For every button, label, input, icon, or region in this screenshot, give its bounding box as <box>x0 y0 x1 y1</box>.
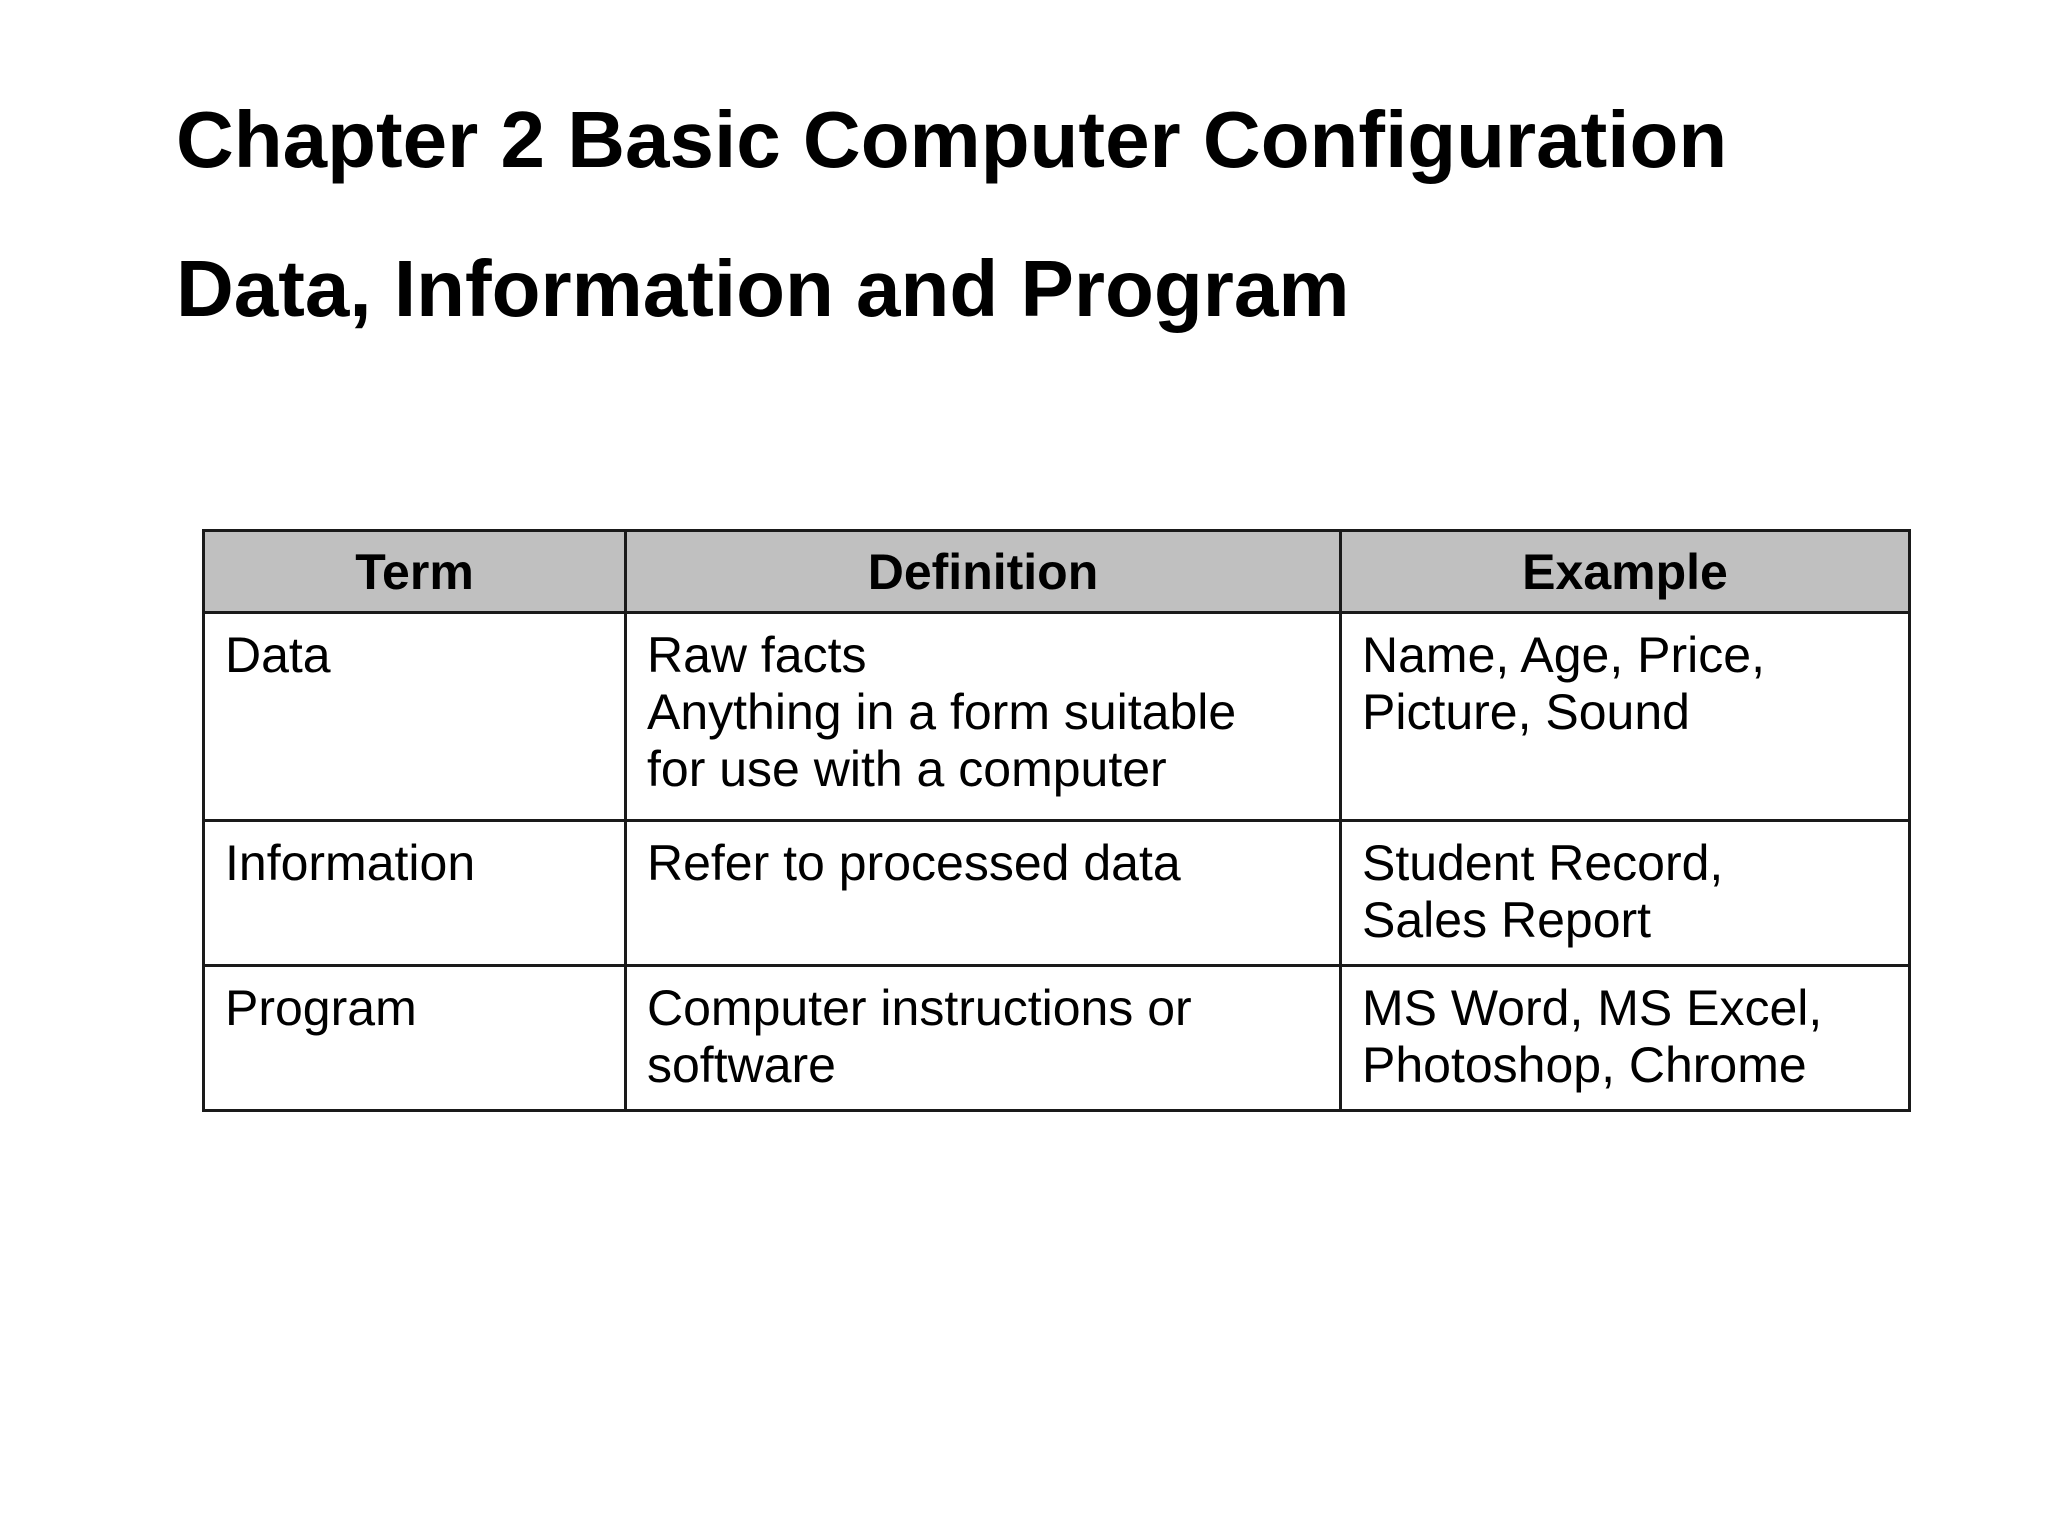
table-row-program <box>204 966 1910 1111</box>
example-cell <box>1341 966 1910 1111</box>
example-line: Sales Report <box>1362 892 1652 948</box>
chapter-title: Chapter 2 Basic Computer Configuration <box>176 95 1728 184</box>
term-text: Program <box>225 980 417 1036</box>
example-line: Student Record, <box>1362 835 1724 891</box>
table-row-data <box>204 613 1910 821</box>
term-text: Information <box>225 835 476 891</box>
term-text: Data <box>225 627 331 683</box>
definition-cell <box>626 966 1341 1111</box>
example-cell <box>1341 821 1910 966</box>
example-cell <box>1341 613 1910 821</box>
example-line: Picture, Sound <box>1362 684 1690 740</box>
definition-line: Refer to processed data <box>647 835 1181 891</box>
definition-line: Raw facts <box>647 627 867 683</box>
example-line: MS Word, MS Excel, <box>1362 980 1823 1036</box>
header-example: Example <box>1341 531 1910 613</box>
example-line: Name, Age, Price, <box>1362 627 1765 683</box>
definition-cell <box>626 613 1341 821</box>
definition-line: Anything in a form suitable <box>647 684 1237 740</box>
header-term: Term <box>204 531 626 613</box>
table-header-row <box>204 531 1910 613</box>
header-definition: Definition <box>626 531 1341 613</box>
definition-line: Computer instructions or <box>647 980 1192 1036</box>
definition-line: for use with a computer <box>647 741 1167 797</box>
section-title: Data, Information and Program <box>176 244 1350 333</box>
terms-table <box>202 529 1911 1112</box>
term-cell <box>204 821 626 966</box>
term-cell <box>204 966 626 1111</box>
term-cell <box>204 613 626 821</box>
definition-line: software <box>647 1037 836 1093</box>
definition-cell <box>626 821 1341 966</box>
example-line: Photoshop, Chrome <box>1362 1037 1807 1093</box>
table-row-information <box>204 821 1910 966</box>
